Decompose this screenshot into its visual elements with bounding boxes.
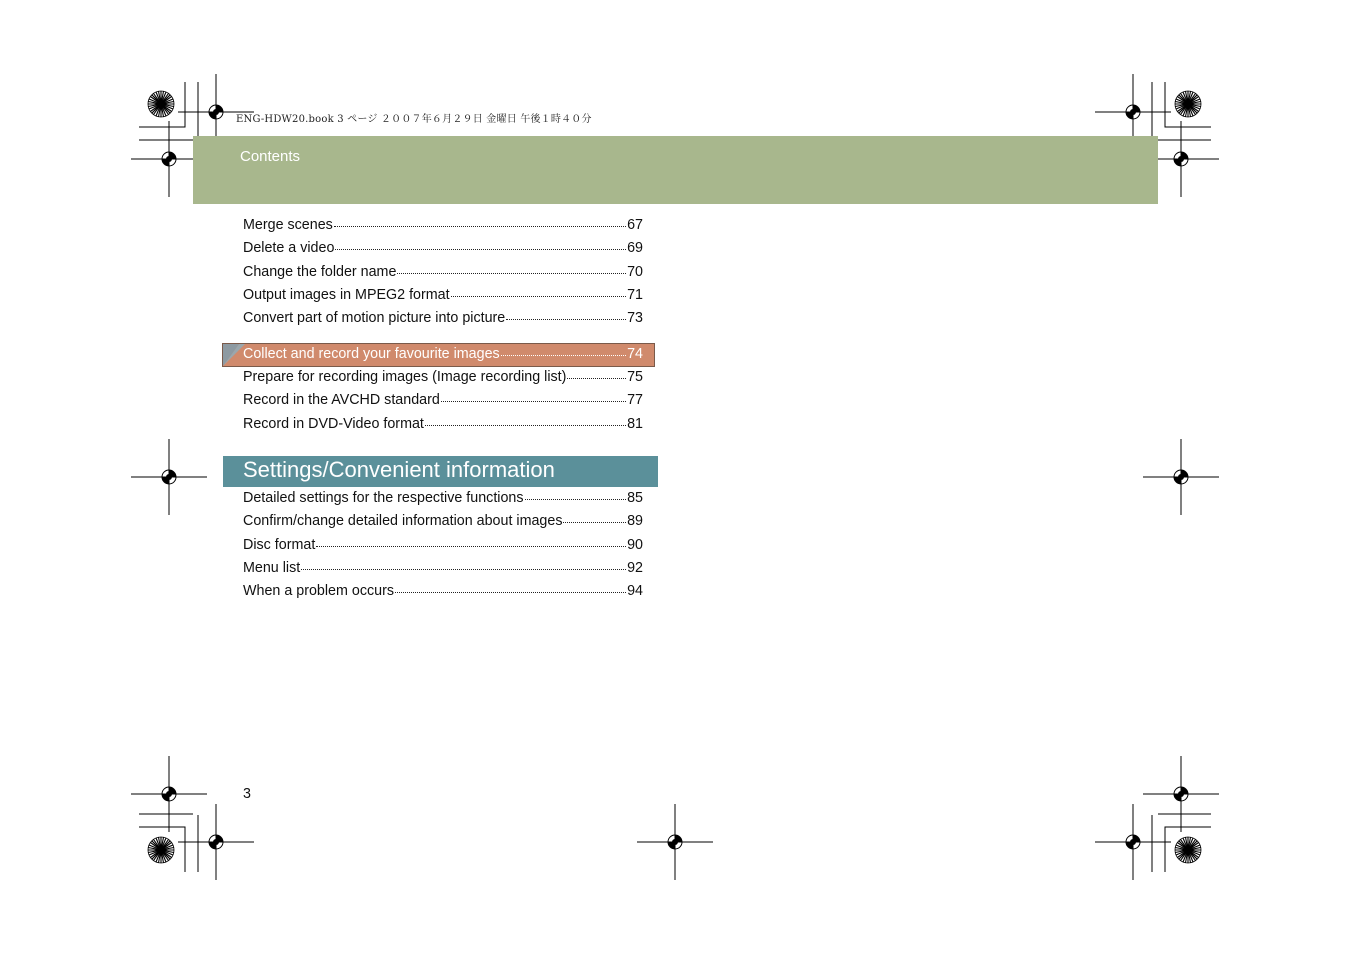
starburst-target-icon (148, 837, 174, 863)
toc-entry-page: 92 (627, 559, 643, 576)
toc-entry-label: Delete a video (243, 240, 335, 257)
toc-entry-label: Prepare for recording images (Image recording list) (243, 369, 567, 385)
toc-group-editing (243, 214, 643, 330)
toc-entry-label: Menu list (243, 559, 301, 576)
registration-mark-icon (1143, 756, 1219, 832)
dot-leader (563, 522, 626, 523)
toc-group-recording (243, 366, 643, 436)
page-number: 3 (243, 786, 251, 802)
toc-entry[interactable] (243, 237, 643, 260)
toc-entry[interactable] (243, 580, 643, 603)
toc-entry-page: 69 (627, 240, 643, 257)
dot-leader (334, 226, 626, 227)
toc-entry[interactable] (243, 284, 643, 307)
toc-entry-label: Confirm/change detailed information about images (243, 513, 563, 530)
corner-triangle-icon (223, 344, 245, 366)
toc-entry-label: Output images in MPEG2 format (243, 286, 450, 303)
toc-entry[interactable] (243, 214, 643, 237)
registration-mark-icon (1143, 439, 1219, 515)
header-bar (193, 136, 1158, 204)
toc-entry-page: 71 (627, 286, 643, 303)
dot-leader (397, 273, 626, 274)
toc-entry-label: Detailed settings for the respective functions (243, 490, 524, 506)
registration-mark-icon (1095, 804, 1171, 880)
toc-entry (243, 343, 643, 366)
starburst-target-icon (1175, 91, 1201, 117)
toc-group-settings (243, 487, 643, 603)
dot-leader (506, 319, 626, 320)
toc-entry-label: Collect and record your favourite images (243, 346, 500, 362)
starburst-target-icon (1175, 837, 1201, 863)
toc-entry-page: 94 (627, 583, 643, 600)
toc-entry-page: 73 (627, 310, 643, 327)
toc-entry[interactable] (243, 534, 643, 557)
toc-entry-label: Disc format (243, 536, 316, 553)
toc-entry[interactable] (243, 366, 643, 389)
dot-leader (567, 378, 626, 379)
toc-entry[interactable] (243, 413, 643, 436)
dot-leader (335, 249, 626, 250)
toc-entry-label: Record in the AVCHD standard (243, 392, 440, 409)
toc-entry[interactable] (243, 557, 643, 580)
registration-mark-icon (178, 804, 254, 880)
dot-leader (395, 592, 626, 593)
toc-entry[interactable] (243, 261, 643, 284)
toc-entry-page: 85 (627, 490, 643, 506)
toc-entry-page: 70 (627, 263, 643, 280)
dot-leader (441, 401, 626, 402)
toc-entry-page: 77 (627, 392, 643, 409)
print-header: ENG-HDW20.book 3 ページ ２００７年６月２９日 金曜日 午後１時４０分 (236, 114, 592, 125)
toc-entry-label: Record in DVD-Video format (243, 415, 424, 432)
toc-entry[interactable] (243, 389, 643, 412)
registration-mark-icon (131, 439, 207, 515)
toc-entry[interactable] (243, 510, 643, 533)
toc-entry[interactable] (243, 487, 643, 510)
section-heading-title: Settings/Convenient information (243, 457, 555, 482)
toc-entry-label: Convert part of motion picture into picture (243, 310, 506, 327)
toc-entry-page: 67 (627, 217, 643, 233)
registration-mark-icon (637, 804, 713, 880)
toc-entry-page: 90 (627, 536, 643, 553)
dot-leader (451, 296, 627, 297)
section-heading-settings[interactable] (223, 456, 658, 487)
toc-entry-page: 81 (627, 415, 643, 432)
page-title: Contents (240, 148, 301, 165)
dot-leader (425, 425, 626, 426)
toc-entry-label: Merge scenes (243, 217, 333, 233)
dot-leader (501, 355, 626, 356)
toc-entry-page: 74 (627, 346, 643, 362)
dot-leader (301, 569, 626, 570)
toc-entry[interactable] (243, 307, 643, 330)
toc-entry-label: When a problem occurs (243, 583, 394, 600)
dot-leader (525, 499, 627, 500)
dot-leader (316, 546, 626, 547)
toc-entry-page: 89 (627, 513, 643, 530)
starburst-target-icon (148, 91, 174, 117)
toc-highlight-collect-record[interactable] (222, 343, 655, 367)
toc-entry-label: Change the folder name (243, 263, 397, 280)
registration-mark-icon (131, 756, 207, 832)
toc-entry-page: 75 (627, 369, 643, 385)
